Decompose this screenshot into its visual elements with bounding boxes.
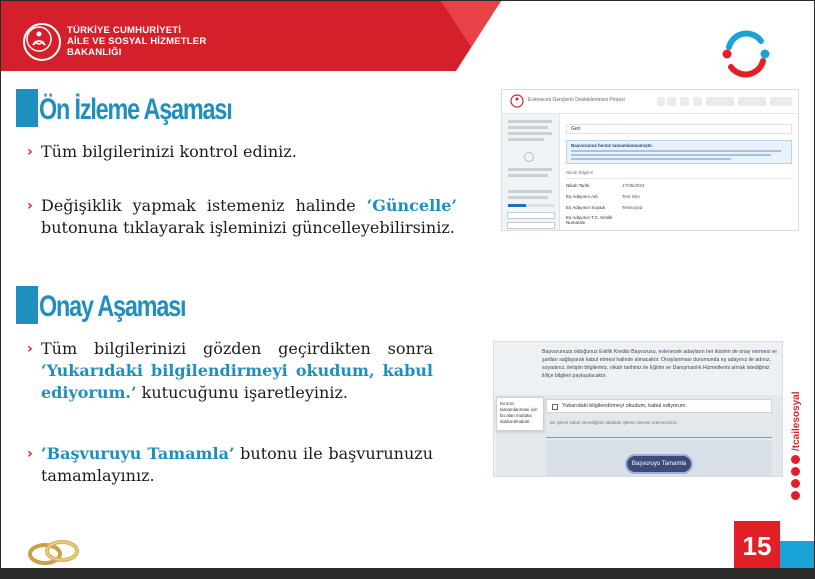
section1-bullet-1 — [27, 141, 441, 163]
home-icon[interactable] — [693, 97, 702, 106]
shot1-row-2-value: Test Isim — [622, 194, 640, 199]
section1-bullet-2-pre: Değişiklik yapmak istemeniz halinde — [41, 196, 367, 215]
shot1-row-1-key: Nikah Tarihi — [566, 183, 590, 188]
instagram-icon[interactable] — [791, 467, 800, 476]
ministry-logo — [23, 23, 61, 61]
consent-checkbox[interactable] — [552, 404, 558, 410]
section1-bullet-2-line1 — [41, 195, 457, 217]
ministry-line-2: AİLE VE SOSYAL HİZMETLER — [67, 36, 207, 47]
youtube-icon[interactable] — [791, 491, 800, 500]
chevron-right-icon: › — [27, 144, 33, 160]
ministry-line-1: TÜRKİYE CUMHURİYETİ — [67, 25, 182, 36]
checkbox-highlight-line1: ‘Yukarıdaki bilgilendirmeyi okudum, kabul — [41, 361, 433, 380]
ministry-line-3: BAKANLIĞI — [67, 47, 122, 58]
shot1-row-3-key: Eş Adayının Soyadı — [566, 205, 606, 210]
section1-title: Ön İzleme Aşaması — [39, 93, 232, 126]
ministry-name — [67, 25, 206, 58]
preview-screenshot — [501, 89, 799, 231]
program-logo — [715, 23, 777, 85]
shot1-topbar — [502, 90, 799, 114]
shot2-notice: Başvurunuza olduğunuz Evlilik Kredisi Başvurusu, evlenecek adayların her ikisinin de onay vermesi ve şartları sağlayarak kabul etmesi halinde alınacaktır. Onaylanması durumunda eş adayınız ile adınız, soyadınız, iletişim bilgileriniz, nikah tarihiniz ile Eğitim ve Danışmanlık Hizmetlerini almak istediğiniz il/ilçe bilgileri paylaşılacaktır. — [542, 349, 778, 379]
complete-application-button[interactable]: Başvuruyu Tamamla — [627, 456, 691, 472]
section2-bullet-2-mid: butonu ile başvurunuzu — [234, 444, 434, 463]
section2-title: Onay Aşaması — [39, 290, 186, 323]
shot1-row-2-key: Eş Adayının Adı — [566, 194, 598, 199]
guncelle-highlight: ‘Güncelle’ — [366, 196, 457, 215]
shot1-info-title: Başvurunuz henüz tamamlanmamıştır. — [571, 143, 654, 148]
section1-bullet-2 — [27, 195, 457, 239]
shot1-row-4-key: Eş Adayının T.C. Kimlik Numarası — [566, 215, 613, 225]
header-banner — [1, 1, 501, 71]
shot1-link-c[interactable] — [770, 97, 792, 106]
chevron-right-icon: › — [27, 446, 33, 462]
page-number: 15 — [734, 521, 780, 571]
consent-label: Yukarıdaki bilgilendirmeyi okudum, kabul ediyorum. — [562, 403, 688, 409]
shot1-link-b[interactable] — [738, 97, 766, 106]
shot1-section-label: Nikah Bilgileri — [566, 170, 594, 175]
chevron-right-icon: › — [27, 341, 33, 357]
shot1-app-title: Evlenecek Gençlerin Desteklenmesi Projesi — [528, 97, 625, 103]
shot1-row-3-value: Testsoyad — [622, 205, 643, 210]
section2-bullet-1-post: kutucuğunu işaretleyiniz. — [136, 383, 348, 402]
footer-accent — [780, 541, 815, 571]
checkbox-highlight-line2: ediyorum.’ — [41, 383, 137, 402]
shot2-sub-text: Bu işlemi kabul etmediğiniz takdirde işleme devam edemezsiniz. — [550, 420, 679, 425]
footer-bar — [1, 568, 815, 579]
section2-bullet-2-line2: tamamlayınız. — [41, 466, 155, 485]
print-icon[interactable] — [667, 97, 676, 106]
section2-bullet-2-line1 — [41, 443, 433, 465]
section1-bullet-2-line2: butonuna tıklayarak işleminizi güncelleyebilirsiniz. — [41, 218, 455, 237]
shot2-checkbox-row[interactable] — [546, 399, 772, 413]
update-icon[interactable] — [657, 97, 665, 106]
shot1-info-box — [566, 140, 792, 164]
section2-bullet-1-line3 — [41, 382, 433, 404]
social-handle: /tcailesosyal — [791, 391, 802, 451]
twitter-icon[interactable] — [791, 479, 800, 488]
search-icon[interactable] — [680, 97, 689, 106]
section2-bullet-2 — [27, 443, 434, 487]
facebook-icon[interactable] — [791, 455, 800, 464]
complete-highlight: ‘Başvuruyu Tamamla’ — [41, 444, 235, 463]
shot1-back-bar — [566, 124, 792, 134]
shot1-back[interactable]: Geri — [571, 126, 581, 132]
chevron-right-icon: › — [27, 198, 33, 214]
section1-bar — [16, 89, 38, 127]
section2-bullet-1 — [27, 338, 433, 404]
wedding-rings-icon — [25, 537, 83, 567]
shot1-row-1-value: 17/05/2024 — [622, 183, 645, 188]
section1-bullet-1-text: Tüm bilgilerinizi kontrol ediniz. — [41, 142, 297, 161]
section2-bullet-1-line1: Tüm bilgilerinizi gözden geçirdikten sonra — [41, 339, 433, 358]
shot2-side-note: Kırmızı tamamlanması için bu alan mutlaka doldurulmalıdır. — [496, 397, 544, 431]
approval-screenshot — [493, 341, 783, 477]
shot1-sidebar — [502, 114, 560, 231]
shot1-link-a[interactable] — [706, 97, 734, 106]
section2-bar — [16, 286, 38, 324]
